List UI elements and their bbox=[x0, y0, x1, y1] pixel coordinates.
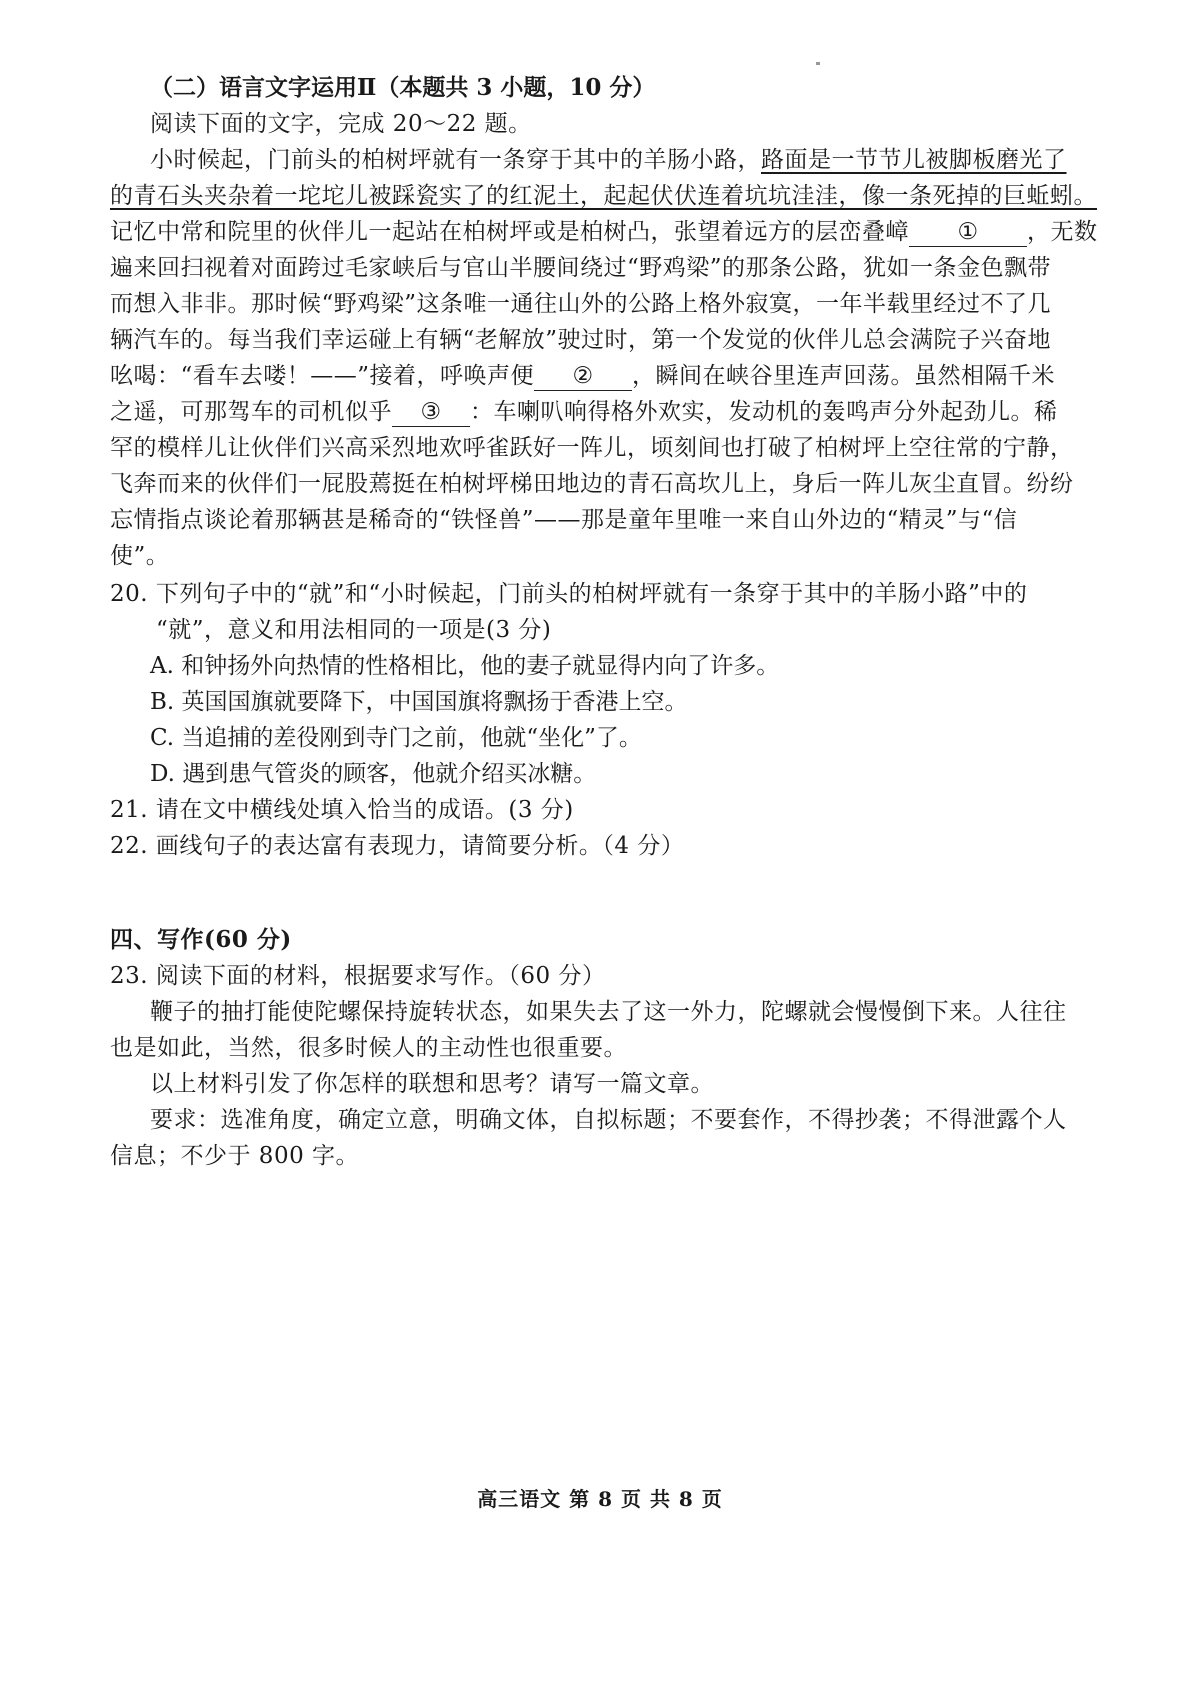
passage-line-6: 辆汽车的。每当我们幸运碰上有辆“老解放”驶过时，第一个发觉的伙伴儿总会满院子兴奋地 bbox=[110, 327, 1052, 353]
section-instruction: 阅读下面的文字，完成 20～22 题。 bbox=[150, 111, 532, 137]
passage-text: 小时候起，门前头的柏树坪就有一条穿于其中的羊肠小路， bbox=[150, 147, 761, 173]
question-21: 21. 请在文中横线处填入恰当的成语。(3 分) bbox=[110, 797, 574, 823]
passage-line-9: 罕的模样儿让伙伴们兴高采烈地欢呼雀跃好一阵儿，顷刻间也打破了柏树坪上空往常的宁静， bbox=[110, 435, 1074, 461]
blank-3: ③ bbox=[392, 398, 470, 427]
material-line-2: 也是如此，当然，很多时候人的主动性也很重要。 bbox=[110, 1035, 627, 1061]
option-b: B. 英国国旗就要降下，中国国旗将飘扬于香港上空。 bbox=[150, 689, 688, 715]
underlined-sentence: 路面是一节节儿被脚板磨光了 bbox=[761, 147, 1067, 173]
requirements-line-2: 信息；不少于 800 字。 bbox=[110, 1143, 360, 1169]
passage-line-7 bbox=[110, 358, 1120, 394]
passage-line-4: 遍来回扫视着对面跨过毛家峡后与官山半腰间绕过“野鸡梁”的那条公路，犹如一条金色飘带 bbox=[110, 255, 1052, 281]
passage-line-3 bbox=[110, 214, 1120, 250]
scan-speck bbox=[816, 62, 820, 65]
passage-text: 吆喝：“看车去喽！——”接着，呼唤声便 bbox=[110, 363, 535, 389]
passage-line-11: 忘情指点谈论着那辆甚是稀奇的“铁怪兽”——那是童年里唯一来自山外边的“精灵”与“信 bbox=[110, 507, 1018, 533]
material-line-1: 鞭子的抽打能使陀螺保持旋转状态，如果失去了这一外力，陀螺就会慢慢倒下来。人往往 bbox=[150, 999, 1067, 1025]
section-title: （二）语言文字运用Ⅱ（本题共 3 小题，10 分） bbox=[150, 74, 656, 101]
passage-line-2 bbox=[110, 178, 1120, 214]
blank-2: ② bbox=[534, 362, 632, 391]
option-d: D. 遇到患气管炎的顾客，他就介绍买冰糖。 bbox=[150, 761, 597, 787]
question-20 bbox=[110, 576, 1120, 792]
blank-1: ① bbox=[909, 218, 1027, 247]
passage-text: 记忆中常和院里的伙伴儿一起站在柏树坪或是柏树凸，张望着远方的层峦叠嶂 bbox=[110, 219, 909, 245]
reading-passage bbox=[110, 142, 1120, 574]
writing-section bbox=[110, 922, 1120, 1174]
passage-line-8 bbox=[110, 394, 1120, 430]
passage-text: ，瞬间在峡谷里连声回荡。虽然相隔千米 bbox=[632, 363, 1056, 389]
page-footer: 高三语文 第 8 页 共 8 页 bbox=[477, 1487, 723, 1511]
writing-prompt: 以上材料引发了你怎样的联想和思考？请写一篇文章。 bbox=[150, 1071, 714, 1097]
question-stem: 20. 下列句子中的“就”和“小时候起，门前头的柏树坪就有一条穿于其中的羊肠小路”中的 bbox=[110, 581, 1028, 607]
spacer bbox=[110, 864, 1120, 922]
option-c: C. 当追捕的差役刚到寺门之前，他就“坐化”了。 bbox=[150, 725, 642, 751]
passage-text: ：车喇叭响得格外欢实，发动机的轰鸣声分外起劲儿。稀 bbox=[470, 399, 1058, 425]
passage-line-10: 飞奔而来的伙伴们一屁股蔫挺在柏树坪梯田地边的青石高坎儿上，身后一阵儿灰尘直冒。纷纷 bbox=[110, 471, 1074, 497]
passage-line-5: 而想入非非。那时候“野鸡梁”这条唯一通往山外的公路上格外寂寞，一年半载里经过不了几 bbox=[110, 291, 1052, 317]
question-22: 22. 画线句子的表达富有表现力，请简要分析。（4 分） bbox=[110, 833, 685, 859]
exam-page bbox=[110, 70, 1120, 1174]
passage-text: 之遥，可那驾车的司机似乎 bbox=[110, 399, 392, 425]
question-23: 23. 阅读下面的材料，根据要求写作。（60 分） bbox=[110, 963, 606, 989]
passage-line-12: 使”。 bbox=[110, 543, 170, 569]
question-stem-cont: “就”，意义和用法相同的一项是(3 分) bbox=[156, 617, 552, 643]
passage-text: ，无数 bbox=[1027, 219, 1098, 245]
requirements-line-1: 要求：选准角度，确定立意，明确文体，自拟标题；不要套作，不得抄袭；不得泄露个人 bbox=[150, 1107, 1067, 1133]
underlined-sentence: 的青石头夹杂着一坨坨儿被踩瓷实了的红泥土，起起伏伏连着坑坑洼洼，像一条死掉的巨蚯蚓。 bbox=[110, 183, 1097, 209]
writing-title: 四、写作(60 分) bbox=[110, 926, 292, 953]
passage-line-1 bbox=[150, 142, 1120, 178]
option-a: A. 和钟扬外向热情的性格相比，他的妻子就显得内向了许多。 bbox=[150, 653, 780, 679]
